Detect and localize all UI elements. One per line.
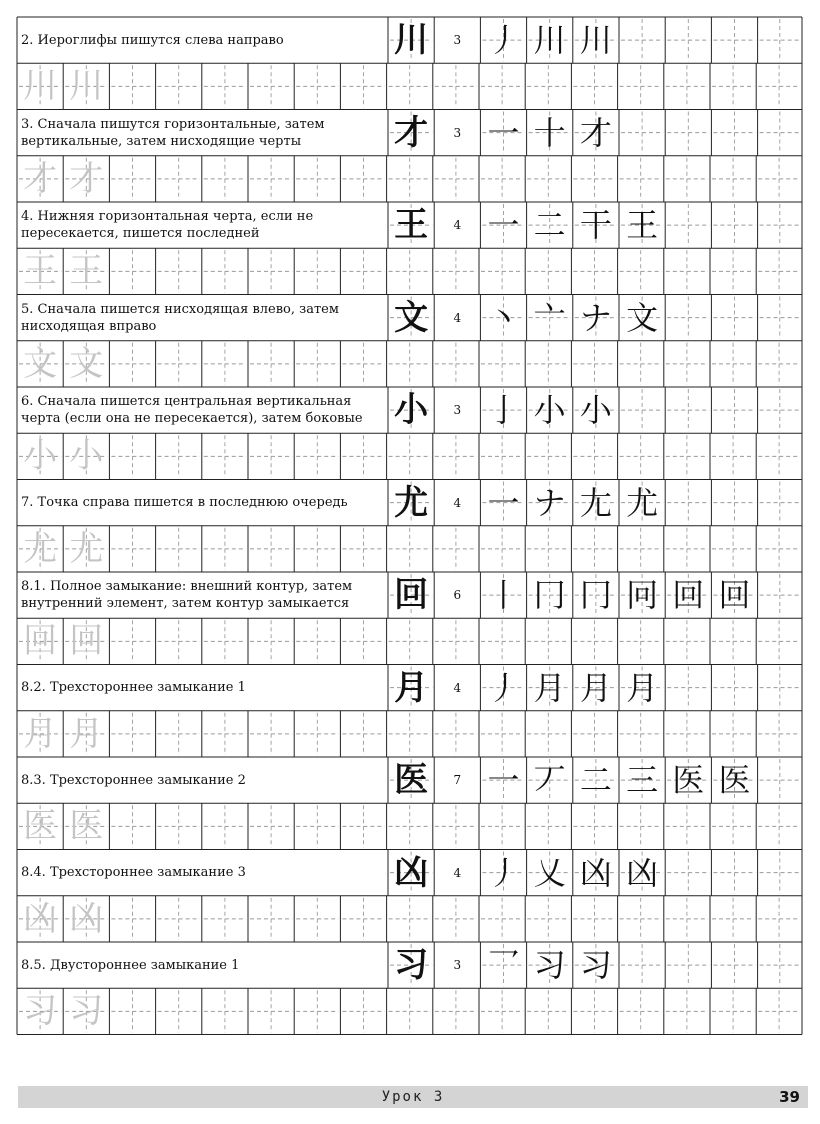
main-character: 王	[394, 205, 429, 246]
stroke-count: 4	[453, 310, 462, 325]
stroke-step: 二	[533, 206, 566, 245]
stroke-step: 尢	[579, 483, 612, 522]
stroke-count: 3	[453, 125, 462, 140]
lesson-title: Урок 3	[381, 1089, 445, 1105]
trace-character: 小	[69, 436, 104, 477]
main-character: 医	[394, 760, 429, 801]
stroke-count: 3	[453, 33, 462, 48]
stroke-step: 乛	[487, 946, 520, 985]
rule-text: 8.3. Трехстороннее замыкание 2	[21, 772, 246, 788]
trace-character: 文	[23, 343, 58, 384]
main-character: 凶	[394, 852, 429, 893]
stroke-count: 6	[453, 588, 462, 603]
main-character: 回	[394, 575, 429, 616]
stroke-step: 一	[487, 206, 520, 245]
trace-character: 回	[69, 621, 104, 662]
stroke-step: 川	[579, 21, 612, 60]
stroke-step: 冂	[579, 576, 612, 615]
trace-character: 回	[23, 621, 58, 662]
trace-character: 尤	[69, 528, 104, 569]
trace-character: 才	[69, 158, 104, 199]
main-character: 月	[394, 667, 429, 708]
stroke-step: 月	[533, 668, 566, 707]
rule-text: 6. Сначала пишется центральная вертикальная черта (если она не пересекается), затем боковые	[21, 394, 363, 427]
stroke-step: ナ	[533, 483, 566, 522]
trace-character: 医	[23, 806, 58, 847]
stroke-step: 医	[718, 761, 751, 800]
trace-character: 川	[69, 66, 104, 107]
footer-bar	[18, 1086, 808, 1108]
stroke-step: 丿	[487, 668, 520, 707]
trace-character: 王	[69, 251, 104, 292]
main-character: 文	[394, 297, 429, 338]
stroke-step: 川	[533, 21, 566, 60]
main-character: 习	[394, 945, 429, 986]
page-number: 39	[779, 1088, 800, 1106]
stroke-step: 亠	[533, 298, 566, 337]
stroke-step: 尤	[626, 483, 659, 522]
stroke-step: 习	[579, 946, 612, 985]
stroke-step: 亅	[487, 391, 520, 430]
rule-text: 7. Точка справа пишется в последнюю очередь	[21, 495, 348, 511]
trace-character: 王	[23, 251, 58, 292]
rule-text: 3. Сначала пишутся горизонтальные, затем вертикальные, затем нисходящие черты	[21, 116, 325, 149]
trace-character: 文	[69, 343, 104, 384]
stroke-count: 3	[453, 958, 462, 973]
rule-text: 8.1. Полное замыкание: внешний контур, затем внутренний элемент, затем контур замыкается	[21, 579, 353, 612]
trace-character: 习	[69, 991, 104, 1032]
stroke-step: 乂	[533, 853, 566, 892]
stroke-step: 十	[533, 113, 566, 152]
main-character: 小	[394, 390, 429, 431]
trace-character: 月	[23, 713, 58, 754]
rule-text: 5. Сначала пишется нисходящая влево, затем нисходящая вправо	[21, 301, 339, 334]
stroke-step: 干	[579, 206, 612, 245]
trace-character: 川	[23, 66, 58, 107]
stroke-step: 医	[672, 761, 705, 800]
stroke-step: 凶	[579, 853, 612, 892]
rule-text: 8.2. Трехстороннее замыкание 1	[21, 680, 246, 696]
stroke-count: 4	[453, 680, 462, 695]
stroke-step: 凶	[626, 853, 659, 892]
rule-text: 2. Иероглифы пишутся слева направо	[21, 32, 284, 48]
stroke-step: 一	[487, 113, 520, 152]
trace-character: 习	[23, 991, 58, 1032]
stroke-count: 3	[453, 403, 462, 418]
stroke-step: 丿	[487, 853, 520, 892]
stroke-step: 王	[626, 206, 659, 245]
stroke-step: 冂	[533, 576, 566, 615]
trace-character: 凶	[69, 898, 104, 939]
stroke-step: 小	[533, 391, 566, 430]
stroke-step: 才	[579, 113, 612, 152]
stroke-step: 一	[487, 483, 520, 522]
trace-character: 尤	[23, 528, 58, 569]
stroke-step: 回	[718, 576, 751, 615]
trace-character: 凶	[23, 898, 58, 939]
rule-text: 8.5. Двустороннее замыкание 1	[21, 957, 240, 973]
stroke-step: 月	[579, 668, 612, 707]
stroke-step: 三	[626, 761, 659, 800]
rule-text: 8.4. Трехстороннее замыкание 3	[21, 865, 246, 881]
trace-character: 小	[23, 436, 58, 477]
practice-table	[17, 17, 802, 1034]
rule-text: 4. Нижняя горизонтальная черта, если не пересекается, пишется последней	[21, 209, 314, 242]
stroke-step: 文	[626, 298, 659, 337]
trace-character: 月	[69, 713, 104, 754]
stroke-step: 丆	[533, 761, 566, 800]
stroke-step: 丿	[487, 21, 520, 60]
main-character: 才	[394, 112, 429, 153]
stroke-count: 4	[453, 495, 462, 510]
stroke-step: 二	[579, 761, 612, 800]
stroke-count: 4	[453, 865, 462, 880]
stroke-count: 4	[453, 218, 462, 233]
stroke-step: 丨	[487, 576, 520, 615]
stroke-step: ナ	[579, 298, 612, 337]
stroke-step: 月	[626, 668, 659, 707]
stroke-step: 回	[672, 576, 705, 615]
main-character: 尤	[394, 482, 429, 523]
stroke-step: 一	[487, 761, 520, 800]
stroke-step: 小	[579, 391, 612, 430]
stroke-step: 丶	[487, 298, 520, 337]
stroke-step: 习	[533, 946, 566, 985]
main-character: 川	[394, 20, 429, 61]
stroke-step: 冋	[626, 576, 659, 615]
stroke-count: 7	[453, 773, 462, 788]
trace-character: 才	[23, 158, 58, 199]
trace-character: 医	[69, 806, 104, 847]
